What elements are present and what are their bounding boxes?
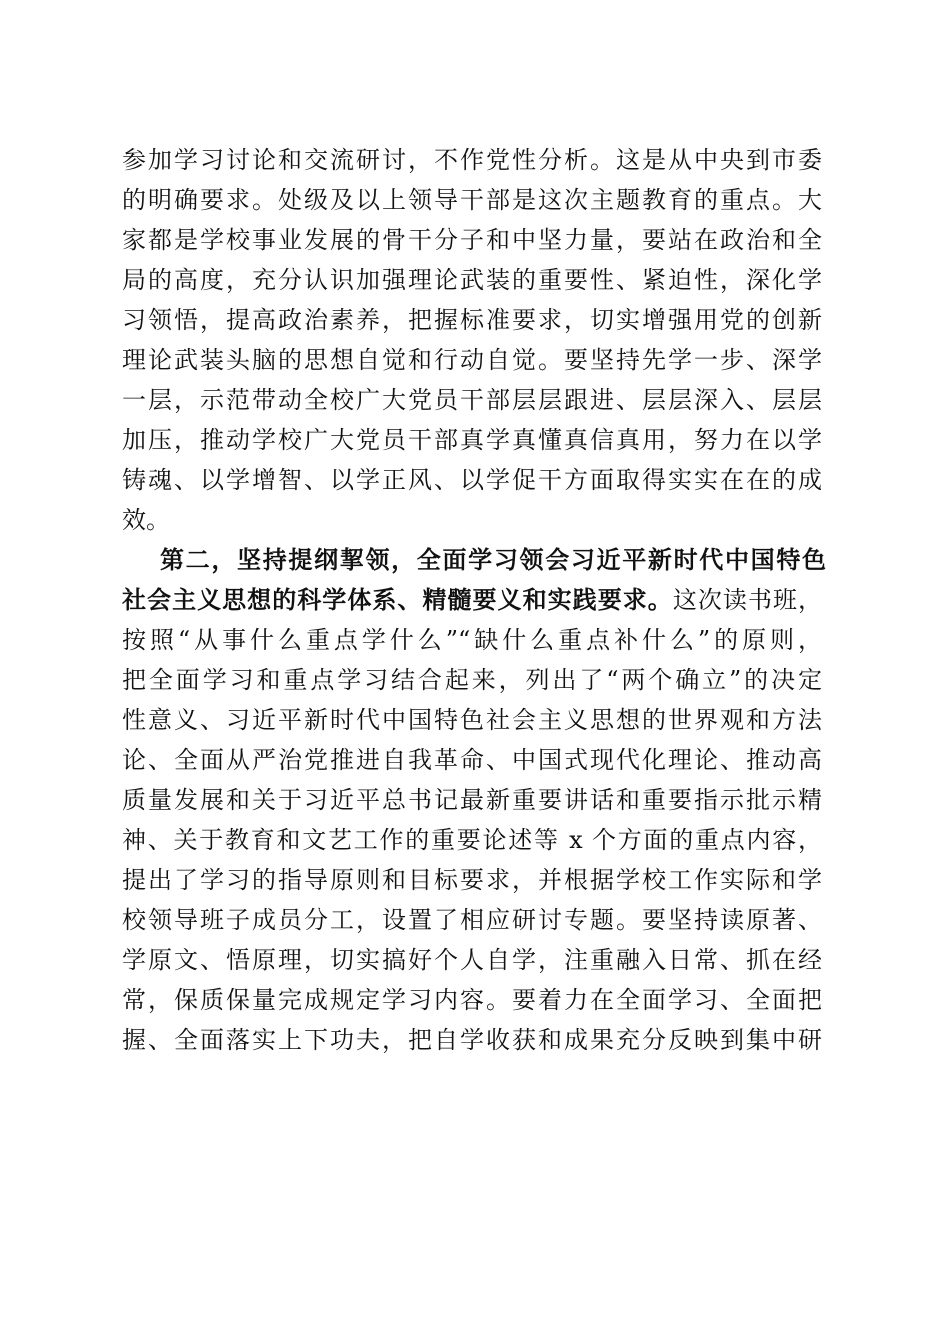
- text-line: 按照“从事什么重点学什么”“缺什么重点补什么”的原则，: [122, 626, 822, 654]
- section-heading-line: 第二，坚持提纲挈领，全面学习领会习近平新时代中国特色: [160, 545, 826, 574]
- text-line: 一层，示范带动全校广大党员干部层层跟进、层层深入、层层: [122, 386, 822, 414]
- text-line: 理论武装头脑的思想自觉和行动自觉。要坚持先学一步、深学: [122, 346, 822, 374]
- text-line: 效。: [122, 506, 170, 534]
- text-line: 把全面学习和重点学习结合起来，列出了“两个确立”的决定: [122, 666, 822, 694]
- text-line: 参加学习讨论和交流研讨，不作党性分析。这是从中央到市委: [122, 146, 822, 174]
- text-line: 加压，推动学校广大党员干部真学真懂真信真用，努力在以学: [122, 426, 822, 454]
- text-line: 铸魂、以学增智、以学正风、以学促干方面取得实实在在的成: [122, 466, 822, 494]
- text-line: 校领导班子成员分工，设置了相应研讨专题。要坚持读原著、: [122, 906, 822, 934]
- text-line: 论、全面从严治党推进自我革命、中国式现代化理论、推动高: [122, 746, 822, 774]
- text-line: 习领悟，提高政治素养，把握标准要求，切实增强用党的创新: [122, 306, 822, 334]
- text-line: 质量发展和关于习近平总书记最新重要讲话和重要指示批示精: [122, 786, 822, 814]
- text-line: 学原文、悟原理，切实搞好个人自学，注重融入日常、抓在经: [122, 946, 822, 974]
- text-line: 性意义、习近平新时代中国特色社会主义思想的世界观和方法: [122, 706, 822, 734]
- text-line: 常，保质保量完成规定学习内容。要着力在全面学习、全面把: [122, 986, 822, 1014]
- text-line: 家都是学校事业发展的骨干分子和中坚力量，要站在政治和全: [122, 226, 822, 254]
- text-line: 握、全面落实上下功夫，把自学收获和成果充分反映到集中研: [122, 1026, 822, 1054]
- section-heading-line: [122, 580, 822, 620]
- text-line: 提出了学习的指导原则和目标要求，并根据学校工作实际和学: [122, 866, 822, 894]
- heading-normal-text: 这次读书班，: [672, 586, 823, 614]
- heading-bold-text: 社会主义思想的科学体系、精髓要义和实践要求。: [122, 585, 673, 614]
- text-line: 神、关于教育和文艺工作的重要论述等 x 个方面的重点内容，: [122, 826, 822, 854]
- text-line: 局的高度，充分认识加强理论武装的重要性、紧迫性，深化学: [122, 266, 822, 294]
- text-line: 的明确要求。处级及以上领导干部是这次主题教育的重点。大: [122, 186, 822, 214]
